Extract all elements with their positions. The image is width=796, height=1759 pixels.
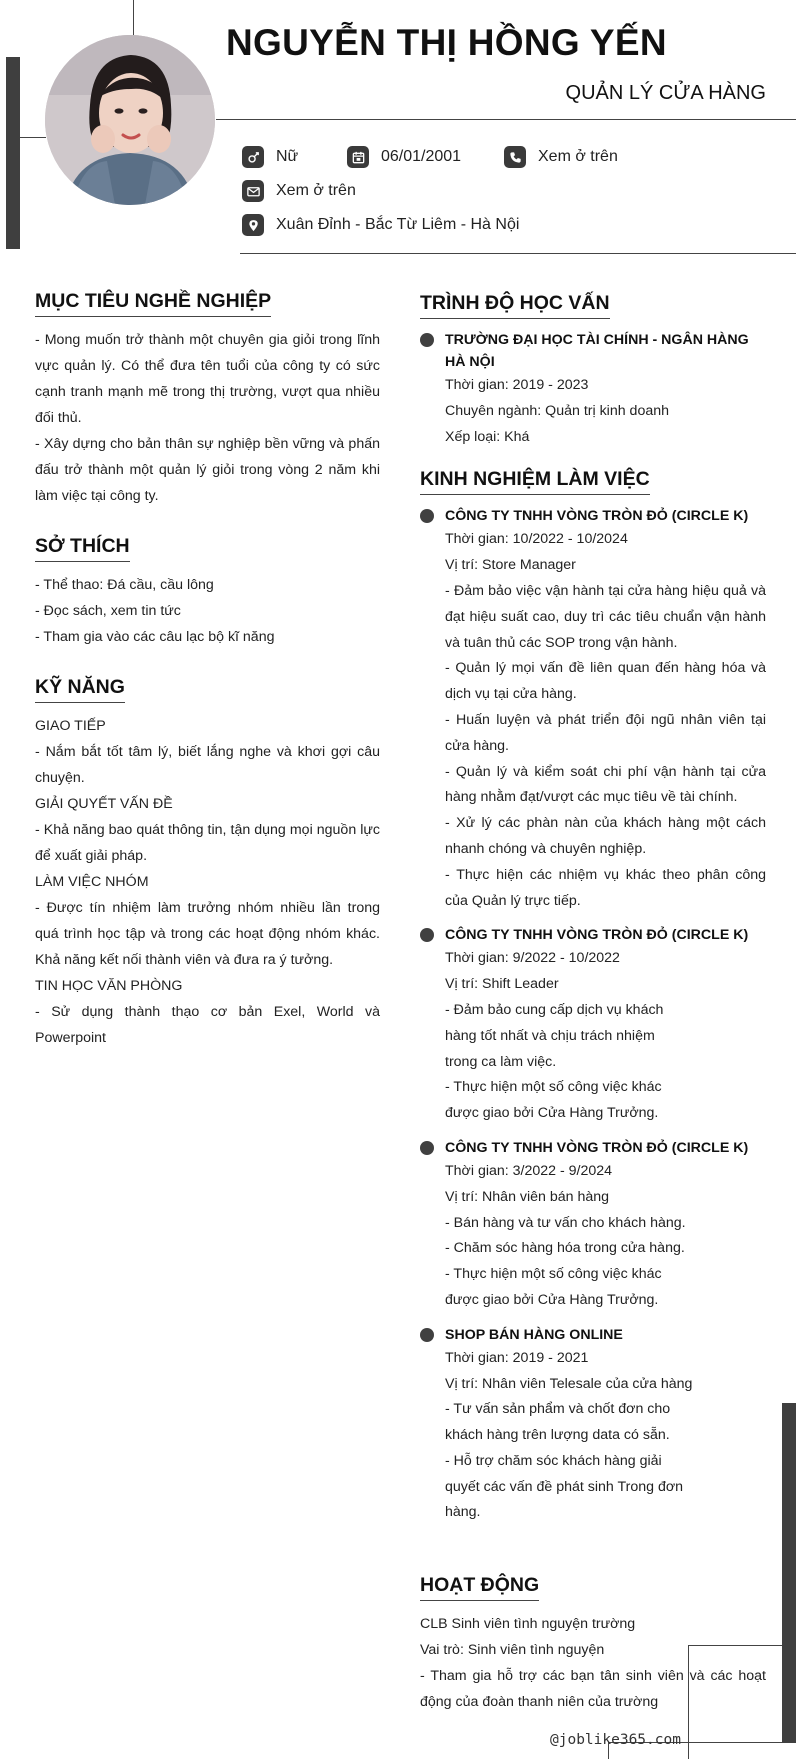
job-detail: - Chăm sóc hàng hóa trong cửa hàng. [445, 1240, 685, 1257]
job-detail: Thời gian: 2019 - 2021 [445, 1349, 589, 1366]
bullet-dot [420, 333, 434, 347]
contact-address [242, 214, 519, 236]
job-item [420, 1137, 766, 1314]
skills-section [35, 676, 380, 1051]
job-detail: - Tư vấn sản phẩm và chốt đơn cho khách hàng trên lượng data có sẵn. [445, 1401, 671, 1444]
skill-description: - Sử dụng thành thạo cơ bản Exel, World và Powerpoint [35, 1004, 380, 1046]
company-name: CÔNG TY TNHH VÒNG TRÒN ĐỎ (CIRCLE K) [445, 1139, 749, 1156]
activity-detail: - Tham gia hỗ trợ các bạn tân sinh viên và các hoạt động của đoàn thanh niên của trường [420, 1668, 766, 1711]
avatar [45, 35, 215, 205]
address-value: Xuân Đỉnh - Bắc Từ Liêm - Hà Nội [276, 216, 520, 233]
company-name: CÔNG TY TNHH VÒNG TRÒN ĐỎ (CIRCLE K) [445, 927, 749, 944]
email-icon [242, 180, 264, 202]
activity-detail: Vai trò: Sinh viên tình nguyện [420, 1642, 605, 1659]
hobby-item: - Thể thao: Đá cầu, cầu lông [35, 577, 214, 593]
skill-heading: GIẢI QUYẾT VẤN ĐỀ [35, 796, 173, 812]
objective-line: - Xây dựng cho bản thân sự nghiệp bền vững và phấn đấu trở thành một quản lý giỏi trong vòng 2 năm khi làm việc tại công ty. [35, 436, 380, 504]
skill-description: - Khả năng bao quát thông tin, tận dụng mọi nguồn lực để xuất giải pháp. [35, 822, 380, 864]
company-name: SHOP BÁN HÀNG ONLINE [445, 1326, 623, 1343]
job-detail: - Huấn luyện và phát triển đội ngũ nhân viên tại cửa hàng. [445, 711, 766, 754]
job-item [420, 505, 766, 914]
skill-description: - Được tín nhiệm làm trưởng nhóm nhiều lần trong quá trình học tập và trong các hoạt động nhóm khác. Khả năng kết nối thành viên và đưa ra ý tưởng. [35, 900, 380, 968]
bullet-dot [420, 1328, 434, 1342]
hobby-item: - Đọc sách, xem tin tức [35, 603, 181, 619]
job-detail: Thời gian: 3/2022 - 9/2024 [445, 1162, 613, 1179]
left-accent-bar [6, 57, 20, 249]
job-detail: Thời gian: 10/2022 - 10/2024 [445, 531, 628, 548]
hobbies-title: SỞ THÍCH [35, 535, 130, 562]
school-name: TRƯỜNG ĐẠI HỌC TÀI CHÍNH - NGÂN HÀNG HÀ NỘI [445, 332, 749, 370]
company-name: CÔNG TY TNHH VÒNG TRÒN ĐỎ (CIRCLE K) [445, 508, 749, 525]
email-value: Xem ở trên [276, 182, 356, 199]
skill-heading: LÀM VIỆC NHÓM [35, 874, 149, 890]
contact-gender [242, 146, 298, 168]
job-title: QUẢN LÝ CỬA HÀNG [565, 82, 766, 104]
education-detail: Chuyên ngành: Quản trị kinh doanh [445, 402, 670, 419]
job-detail: - Thực hiện các nhiệm vụ khác theo phân công của Quản lý trực tiếp. [445, 866, 766, 909]
bullet-dot [420, 509, 434, 523]
right-accent-bar [782, 1403, 796, 1743]
location-icon [242, 214, 264, 236]
phone-icon [504, 146, 526, 168]
activities-title: HOẠT ĐỘNG [420, 1574, 539, 1601]
job-item [420, 924, 766, 1127]
header-divider-top [216, 119, 796, 120]
job-item [420, 1324, 766, 1527]
education-detail: Xếp loại: Khá [445, 428, 530, 445]
contact-birthdate [347, 146, 461, 168]
frame-line-left-horizontal [20, 137, 46, 138]
job-detail: - Thực hiện một số công việc khác được giao bởi Cửa Hàng Trưởng. [445, 1266, 662, 1308]
education-title: TRÌNH ĐỘ HỌC VẤN [420, 292, 610, 319]
job-detail: Vị trí: Shift Leader [445, 976, 559, 993]
avatar-portrait-icon [45, 35, 215, 205]
watermark-text: @joblike365.com [550, 1732, 681, 1748]
job-detail: - Hỗ trợ chăm sóc khách hàng giải quyết các vấn đề phát sinh Trong đơn hàng. [445, 1452, 684, 1521]
objective-section [35, 290, 380, 509]
right-column [420, 292, 766, 1715]
contact-phone [504, 146, 618, 168]
job-detail: - Xử lý các phàn nàn của khách hàng một cách nhanh chóng và chuyên nghiệp. [445, 815, 766, 857]
experience-section [420, 468, 766, 1526]
job-detail: - Đảm bảo cung cấp dịch vụ khách hàng tốt nhất và chịu trách nhiệm trong ca làm việc. [445, 1001, 664, 1070]
left-column [35, 290, 380, 1051]
activities-section [420, 1574, 766, 1715]
candidate-name: NGUYỄN THỊ HỒNG YẾN [226, 22, 667, 63]
job-detail: Vị trí: Nhân viên bán hàng [445, 1188, 610, 1205]
job-detail: - Quản lý mọi vấn đề liên quan đến hàng hóa và dịch vụ tại cửa hàng. [445, 660, 766, 703]
activity-detail: CLB Sinh viên tình nguyện trường [420, 1616, 636, 1633]
job-detail: - Bán hàng và tư vấn cho khách hàng. [445, 1214, 686, 1231]
phone-value: Xem ở trên [538, 148, 618, 165]
hobby-item: - Tham gia vào các câu lạc bộ kĩ năng [35, 629, 275, 645]
skill-description: - Nắm bắt tốt tâm lý, biết lắng nghe và khơi gợi câu chuyện. [35, 744, 380, 786]
education-section [420, 292, 766, 450]
skill-heading: GIAO TIẾP [35, 718, 106, 734]
objective-title: MỤC TIÊU NGHỀ NGHIỆP [35, 290, 271, 317]
education-detail: Thời gian: 2019 - 2023 [445, 377, 589, 393]
frame-line-top-vertical [133, 0, 134, 38]
skill-heading: TIN HỌC VĂN PHÒNG [35, 978, 183, 994]
hobbies-section [35, 535, 380, 650]
skills-title: KỸ NĂNG [35, 676, 125, 703]
job-detail: - Đảm bảo việc vận hành tại cửa hàng hiệu quả và đạt hiệu suất cao, duy trì các tiêu chuẩn vận hành và tuân thủ các SOP trong vận hành. [445, 582, 766, 651]
job-detail: - Thực hiện một số công việc khác được giao bởi Cửa Hàng Trưởng. [445, 1079, 662, 1122]
header-divider-bottom [240, 253, 796, 254]
education-item [420, 329, 766, 450]
objective-line: - Mong muốn trở thành một chuyên gia giỏi trong lĩnh vực quản lý. Có thể đưa tên tuổi của công ty có sức cạnh tranh mạnh mẽ trong thị trường, vượt qua nhiều đối thủ. [35, 332, 380, 426]
experience-title: KINH NGHIỆM LÀM VIỆC [420, 468, 650, 495]
job-detail: Thời gian: 9/2022 - 10/2022 [445, 950, 620, 967]
birthdate-value: 06/01/2001 [381, 148, 462, 165]
calendar-icon [347, 146, 369, 168]
job-detail: Vị trí: Nhân viên Telesale của cửa hàng [445, 1375, 693, 1392]
job-detail: - Quản lý và kiểm soát chi phí vận hành tại cửa hàng nhằm đạt/vượt các mục tiêu về tài chính. [445, 763, 766, 806]
gender-value: Nữ [276, 148, 299, 165]
contact-email [242, 180, 356, 202]
gender-icon [242, 146, 264, 168]
bullet-dot [420, 928, 434, 942]
job-detail: Vị trí: Store Manager [445, 557, 576, 574]
bullet-dot [420, 1141, 434, 1155]
